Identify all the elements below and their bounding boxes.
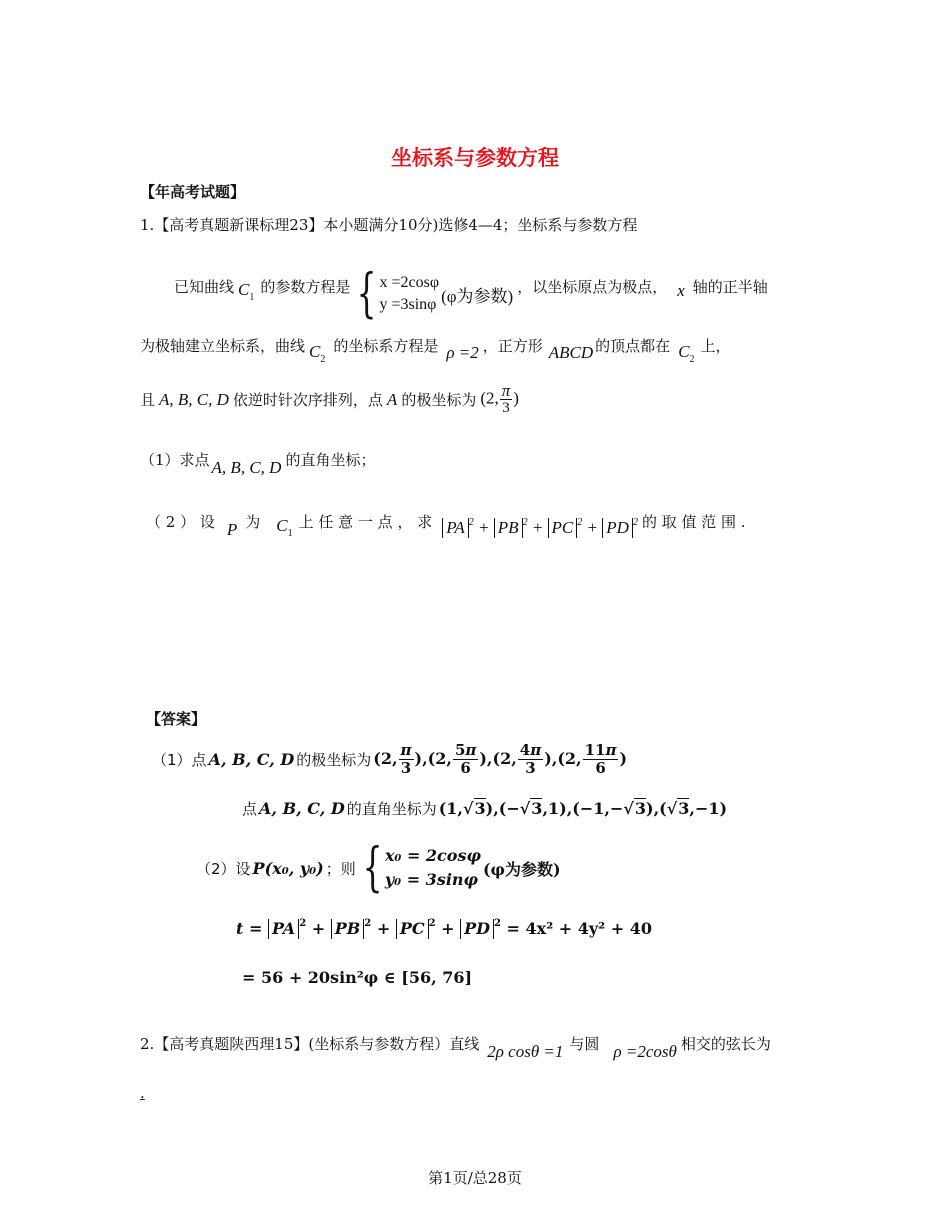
q2-line-eq: 2ρ cosθ =1 (487, 1042, 564, 1061)
answer-2-line3: = 56 + 20sin²φ ∈ [56, 76] (242, 968, 473, 987)
answer-param-system: { x₀ = 2cosφ y₀ = 3sinφ (362, 838, 481, 898)
polar-eq: ρ =2 (446, 342, 479, 362)
q1-line1-pre: 已知曲线 (174, 277, 235, 296)
q1-line1 (174, 252, 768, 324)
point-a-polar: (2, $\frac{\pi}{3}$ ) (480, 381, 519, 416)
section-heading: 【年高考试题】 (140, 183, 246, 201)
q1-part2-mid2: 上 任 意 一 点 ， 求 (298, 512, 433, 531)
q1-line2 (140, 326, 731, 365)
page-title: 坐标系与参数方程 (391, 146, 559, 170)
eq-x: x =2cosφ (379, 274, 440, 291)
point-p: P (226, 520, 238, 539)
points-abcd-2: A, B, C, D (211, 458, 282, 477)
answer-points: A, B, C, D (208, 750, 295, 769)
q1-line2-pre: 为极轴建立坐标系，曲线 (140, 337, 306, 355)
x-axis-var: x (677, 281, 685, 300)
q1-line2-mid: 的坐标系方程是 (333, 337, 439, 355)
q1-header: 1.【高考真题新课标理23】本小题满分10分)选修4—4；坐标系与参数方程 (140, 216, 638, 234)
answer-param-note: (φ为参数) (482, 859, 561, 879)
point-a: A (386, 389, 398, 409)
page-footer: 第1页/总28页 (428, 1169, 522, 1187)
answer-2-setup (196, 838, 561, 898)
answer-1-polar (152, 742, 627, 777)
q1-part2 (146, 502, 746, 540)
q1-line1-mid: 的参数方程是 (260, 277, 351, 296)
curve-c1: $C_1$ (238, 279, 255, 303)
curve-c2-ref: $C_2$ (678, 342, 695, 365)
q1-part1-pre: （1）求点 (140, 450, 210, 469)
q1-line2-post: 的顶点都在 (595, 337, 671, 355)
q1-part2-pre: （ 2 ） 设 (146, 512, 215, 531)
q1-line3-mid: 依逆时针次序排列，点 (232, 391, 383, 409)
answer-heading: 【答案】 (146, 710, 207, 728)
answer-2-mid: ；则 (325, 859, 356, 878)
q1-line3-pre: 且 (140, 391, 156, 409)
q1-part2-post: 的 取 值 范 围 . (641, 512, 746, 531)
q1-line1-end: 轴的正半轴 (692, 277, 768, 296)
answer-t-rhs: = 4x² + 4y² + 40 (506, 919, 652, 938)
answer-t-expr: t = PA $^2$ + PB $^2$ + PC $^2$ + PD $^2$ (236, 918, 501, 938)
left-brace: { (356, 264, 377, 324)
q2-circle-eq: ρ =2cosθ (613, 1042, 677, 1061)
param-system (350, 264, 440, 324)
q2-line (140, 1024, 771, 1062)
answer-2-line2 (236, 918, 652, 939)
answer-points-2: A, B, C, D (259, 799, 345, 818)
distance-sum-expr: PA $^2$ + PB $^2$ + PC $^2$ + PD $^2$ (442, 517, 638, 538)
answer-eq-y: y₀ = 3sinφ (384, 870, 479, 889)
answer-1-pre: （1）点 (152, 751, 207, 769)
q1-part1-post: 的直角坐标； (285, 450, 376, 469)
q1-line2-mid2: ，正方形 (482, 337, 543, 355)
answer-eq-x: x₀ = 2cosφ (384, 846, 481, 865)
q1-line3-post: 的极坐标为 (401, 391, 477, 409)
eq-y: y =3sinφ (379, 296, 437, 313)
square-abcd: ABCD (548, 342, 594, 362)
q2-answer-blank: . (140, 1084, 145, 1102)
q1-part1 (140, 440, 375, 478)
curve-c2: $C_2$ (309, 342, 326, 365)
answer-2-pre: （2）设 (196, 859, 251, 878)
q1-part2-mid1: 为 (245, 512, 261, 531)
q1-line2-end: 上， (700, 337, 731, 355)
q2-post: 相交的弦长为 (680, 1034, 771, 1053)
q2-mid: 与圆 (569, 1034, 600, 1053)
answer-cartesian-coords: (1,√3),(−√3,1),(−1,−√3),(√3,−1) (438, 799, 728, 818)
q2-header: 2.【高考真题陕西理15】(坐标系与参数方程）直线 (140, 1034, 480, 1053)
answer-1b-mid: 的直角坐标为 (346, 800, 437, 818)
answer-1-cartesian (242, 798, 727, 819)
param-note: (φ为参数) (441, 286, 514, 306)
answer-polar-coords: (2, $\frac{\pi}{3}$ ),(2, $\frac{5\pi}{6}$ ),(2, $\frac{4\pi}{3}$ ),(2, $\frac{11\pi}{6}$ ) (373, 741, 628, 777)
q1-line1-post: ，以坐标原点为极点， (517, 277, 668, 296)
points-abcd: A, B, C, D (159, 389, 229, 409)
answer-1b-pre: 点 (242, 800, 258, 818)
answer-1-mid: 的极坐标为 (296, 751, 372, 769)
answer-point-p: P(x₀, y₀) (252, 858, 324, 878)
q1-line3 (140, 382, 519, 417)
curve-c1-ref: $C_1$ (276, 515, 293, 539)
